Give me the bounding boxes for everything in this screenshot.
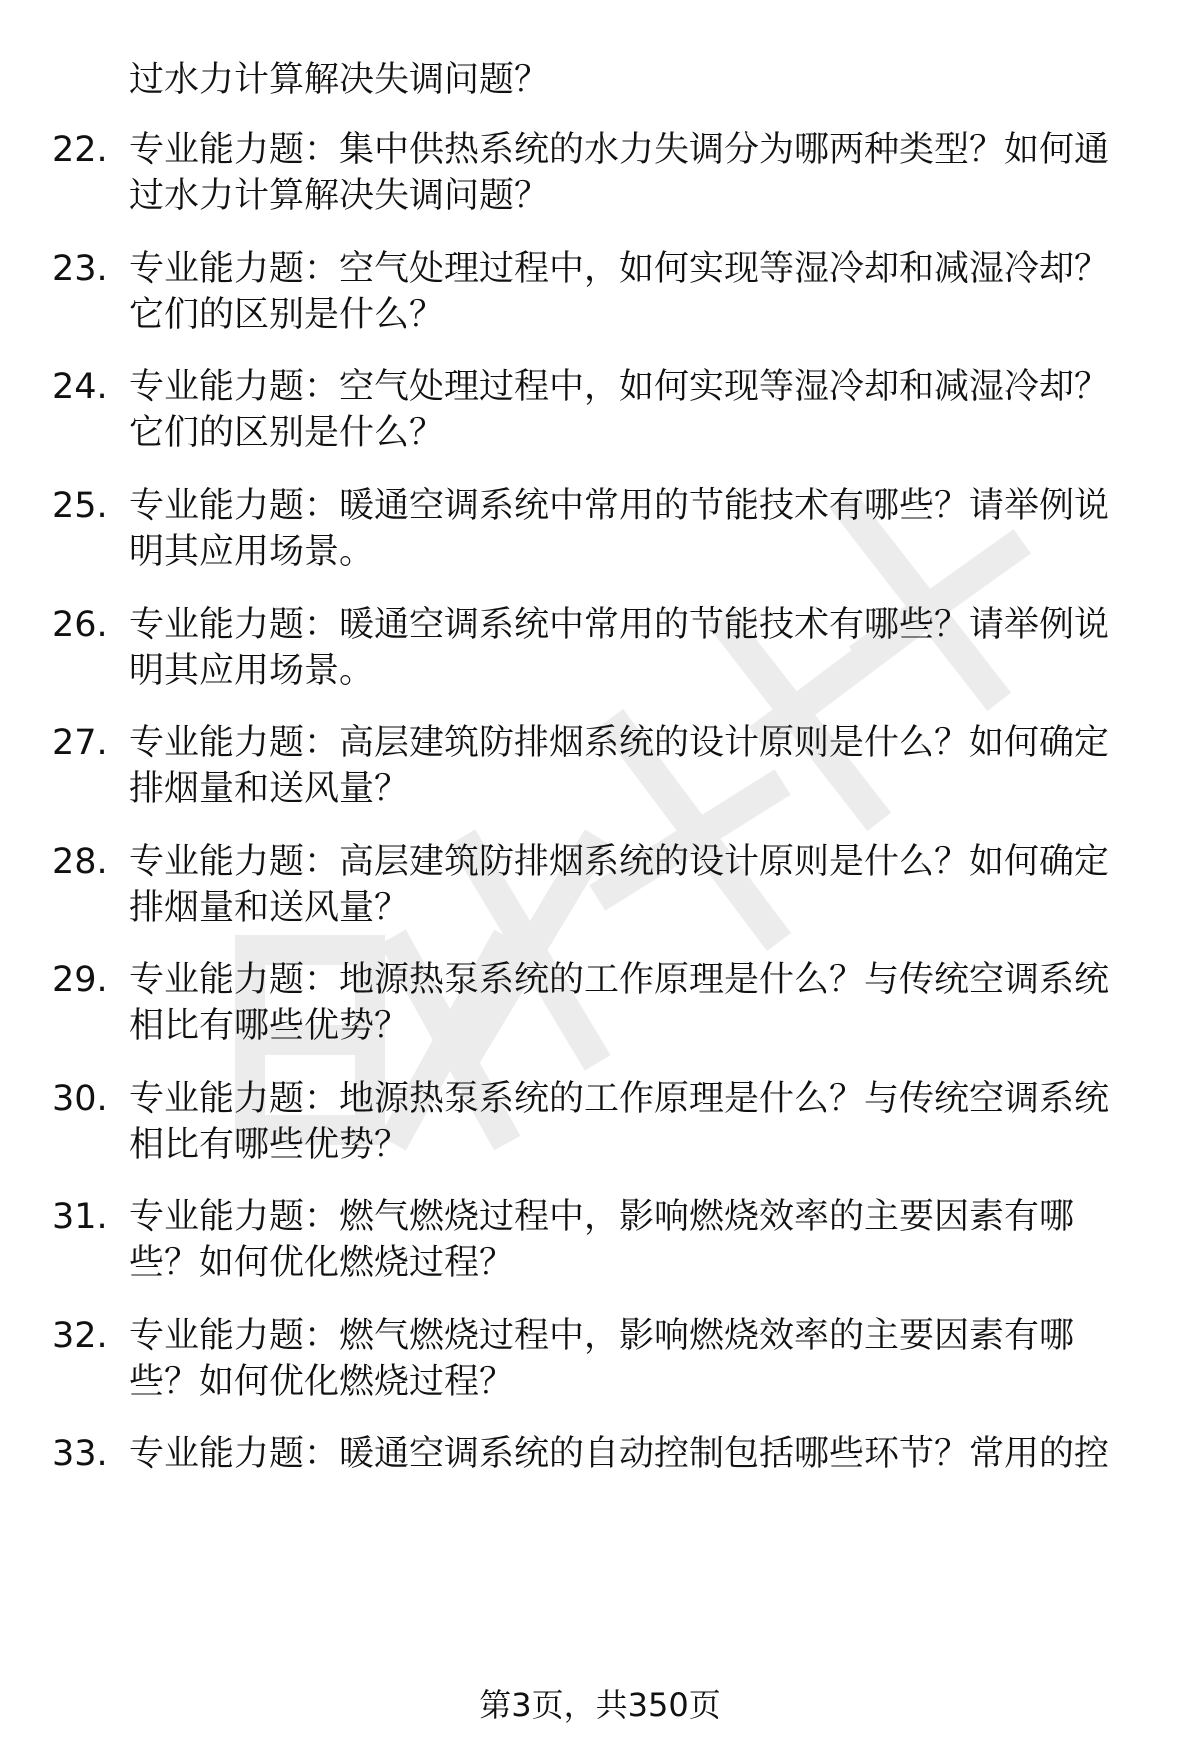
question-text-line-2: 明其应用场景。 bbox=[129, 651, 375, 691]
question-number: 24. bbox=[52, 367, 108, 407]
question-text-line-2: 它们的区别是什么？ bbox=[129, 295, 445, 335]
question-text-line-1: 专业能力题：暖通空调系统中常用的节能技术有哪些？请举例说 bbox=[129, 486, 1110, 526]
question-number: 32. bbox=[52, 1316, 108, 1356]
question-text-line-1: 专业能力题：高层建筑防排烟系统的设计原则是什么？如何确定 bbox=[129, 723, 1110, 763]
question-number: 33. bbox=[52, 1434, 108, 1474]
question-text-line-1: 专业能力题：空气处理过程中，如何实现等湿冷却和减湿冷却？ bbox=[129, 367, 1110, 407]
question-text-line-2: 过水力计算解决失调问题？ bbox=[129, 176, 550, 216]
question-text-line-2: 些？如何优化燃烧过程？ bbox=[129, 1243, 515, 1283]
question-text-line-1: 专业能力题：燃气燃烧过程中，影响燃烧效率的主要因素有哪 bbox=[129, 1316, 1075, 1356]
question-number: 25. bbox=[52, 486, 108, 526]
question-text-line-1: 专业能力题：地源热泵系统的工作原理是什么？与传统空调系统 bbox=[129, 1079, 1110, 1119]
question-number: 31. bbox=[52, 1197, 108, 1237]
question-number: 29. bbox=[52, 960, 108, 1000]
question-number: 26. bbox=[52, 605, 108, 645]
question-number: 27. bbox=[52, 723, 108, 763]
question-text-line-2: 排烟量和送风量？ bbox=[129, 769, 410, 809]
question-text-line-2: 明其应用场景。 bbox=[129, 532, 375, 572]
question-text-line-1: 专业能力题：集中供热系统的水力失调分为哪两种类型？如何通 bbox=[129, 130, 1110, 170]
question-text-line-2: 相比有哪些优势？ bbox=[129, 1125, 410, 1165]
question-text-line-2: 相比有哪些优势？ bbox=[129, 1006, 410, 1046]
question-text-line-1: 专业能力题：暖通空调系统的自动控制包括哪些环节？常用的控 bbox=[129, 1434, 1110, 1474]
question-text-line-1: 专业能力题：暖通空调系统中常用的节能技术有哪些？请举例说 bbox=[129, 605, 1110, 645]
question-number: 23. bbox=[52, 249, 108, 289]
question-text-line-1: 专业能力题：高层建筑防排烟系统的设计原则是什么？如何确定 bbox=[129, 842, 1110, 882]
question-number: 28. bbox=[52, 842, 108, 882]
question-text-line-2: 它们的区别是什么？ bbox=[129, 413, 445, 453]
page-number-footer: 第3页，共350页 bbox=[479, 1686, 721, 1724]
question-text-line-1: 专业能力题：燃气燃烧过程中，影响燃烧效率的主要因素有哪 bbox=[129, 1197, 1075, 1237]
question-text-line-1: 专业能力题：空气处理过程中，如何实现等湿冷却和减湿冷却？ bbox=[129, 249, 1110, 289]
question-text-line-2: 排烟量和送风量？ bbox=[129, 888, 410, 928]
question-number: 22. bbox=[52, 130, 108, 170]
question-text-line-1: 专业能力题：地源热泵系统的工作原理是什么？与传统空调系统 bbox=[129, 960, 1110, 1000]
question-number: 30. bbox=[52, 1079, 108, 1119]
question-text-line-2: 些？如何优化燃烧过程？ bbox=[129, 1362, 515, 1402]
continued-question-text: 过水力计算解决失调问题？ bbox=[129, 60, 550, 100]
